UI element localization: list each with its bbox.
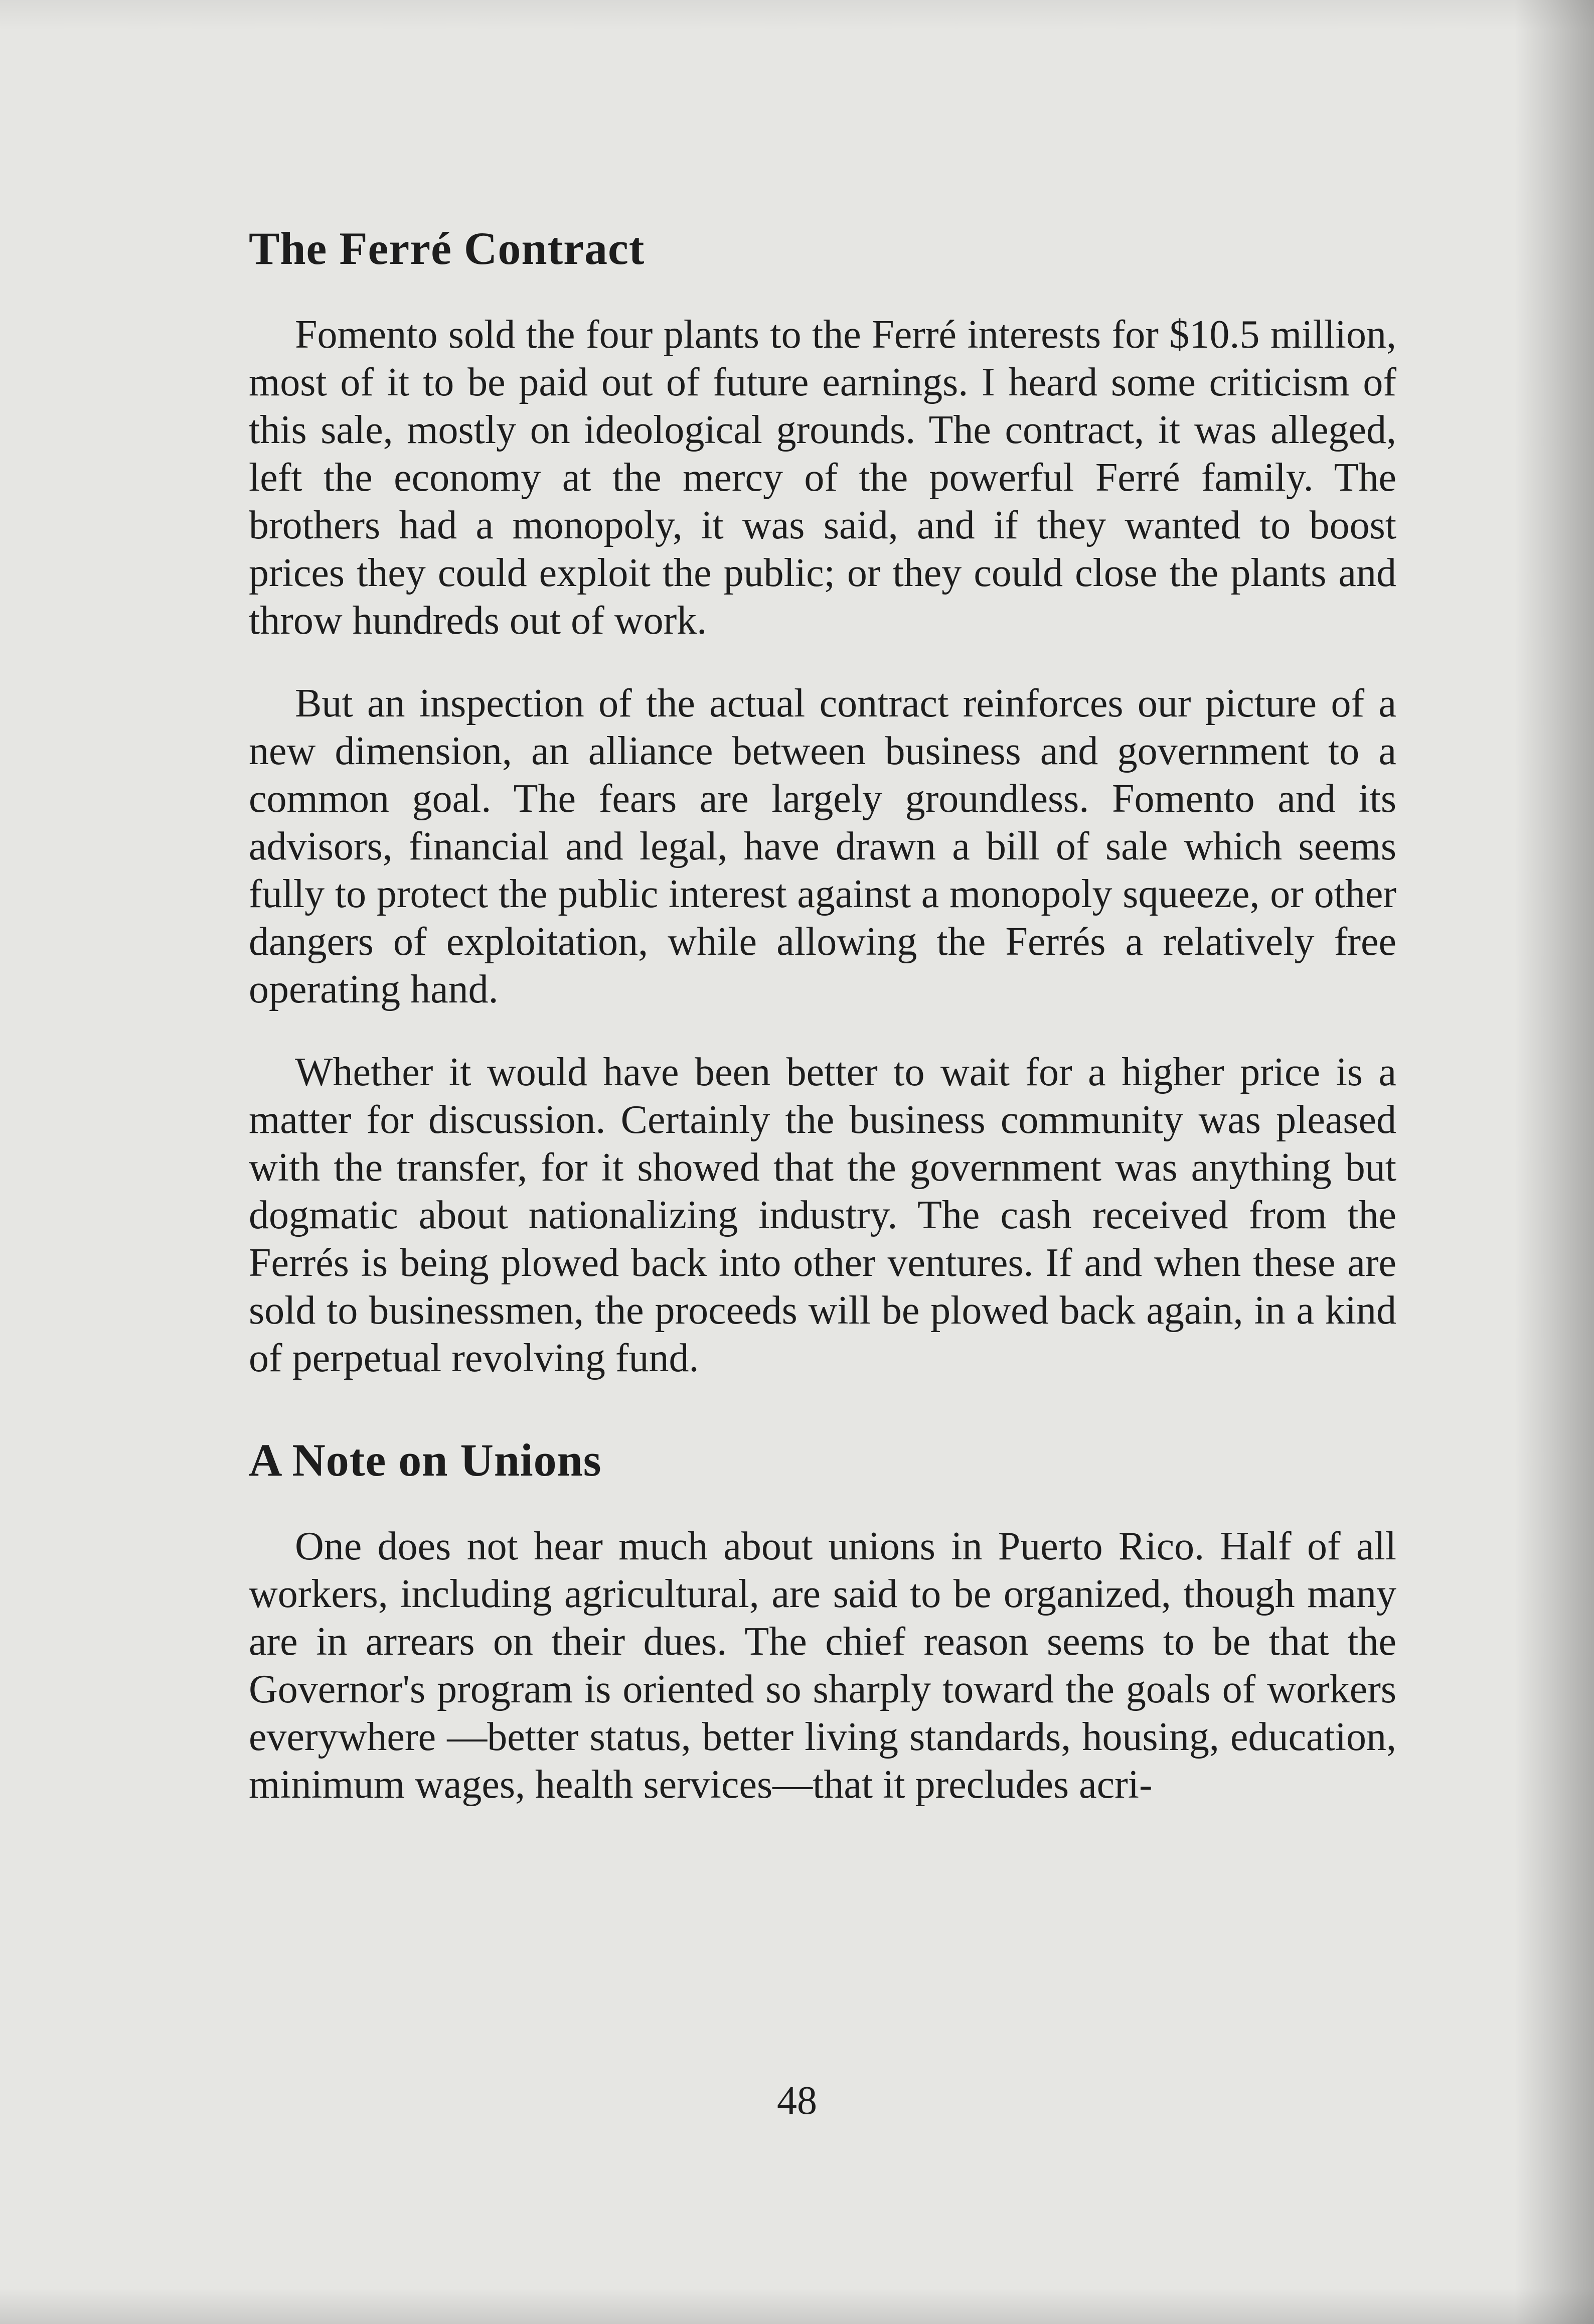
- section-heading-ferre-contract: The Ferré Contract: [249, 223, 645, 274]
- paragraph: Fomento sold the four plants to the Ferré interests for $10.5 million, most of it to be paid out of future earnings. I heard some criticism of this sale, mostly on ideological grounds. The contract, it was alleged, left the economy at the mercy of the powerful Ferré family. The brothers had a monopoly, it was said, and if they wanted to boost prices they could exploit the public; or they could close the plants and throw hundreds out of work.: [249, 313, 1396, 643]
- page-number: 48: [777, 2079, 817, 2123]
- paragraph: Whether it would have been better to wait for a higher price is a matter for discussion. Certainly the business community was pleased with the transfer, for it showed that the government was anything but dogmatic about nationalizing industry. The cash received from the Ferrés is being plowed back into other ventures. If and when these are sold to businessmen, the proceeds will be plowed back again, in a kind of perpetual revolving fund.: [249, 1050, 1396, 1380]
- paragraph: But an inspection of the actual contract reinforces our picture of a new dimension, an alliance between business and government to a common goal. The fears are largely groundless. Fomento and its advisors, financial and legal, have drawn a bill of sale which seems fully to protect the public interest against a monopoly squeeze, or other dangers of exploitation, while allowing the Ferrés a relatively free operating hand.: [249, 681, 1396, 1011]
- paragraph: One does not hear much about unions in Puerto Rico. Half of all workers, including agricultural, are said to be organized, though many are in arrears on their dues. The chief reason seems to be that the Governor's program is oriented so sharply toward the goals of workers everywhere —better status, better living standards, housing, education, minimum wages, health services—that it precludes acri-: [249, 1524, 1396, 1807]
- text-column: [249, 221, 1396, 1809]
- section-heading-unions: A Note on Unions: [249, 1434, 602, 1486]
